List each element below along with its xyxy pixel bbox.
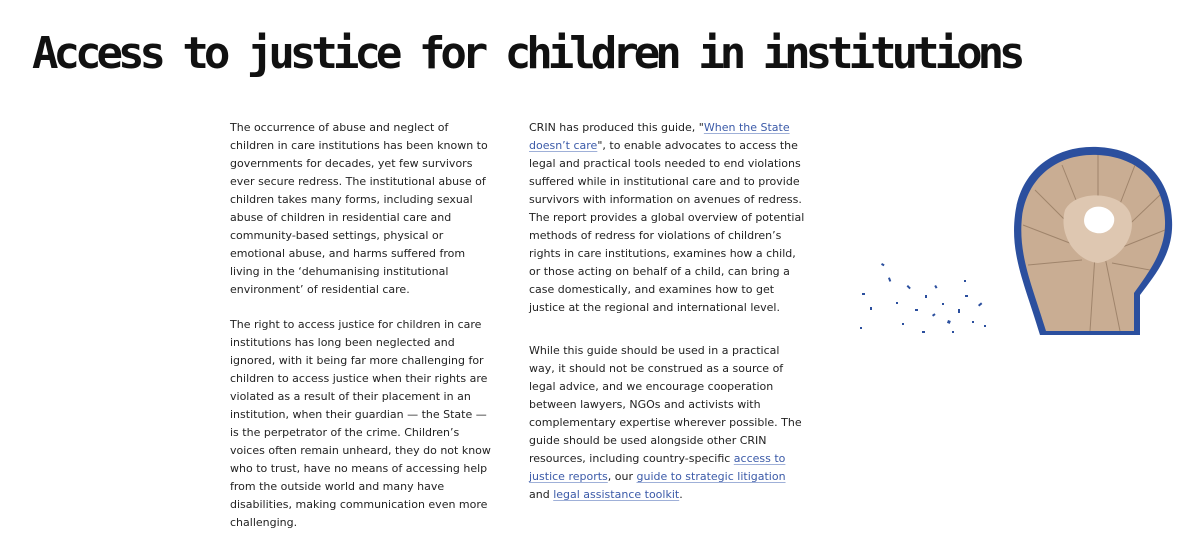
- intro-paragraph: The occurrence of abuse and neglect of children in care institutions has been known to governments for decades, yet few survivors ever secure redress. The institutional abuse of children takes many forms, including sexual abuse of children in residential care and community-based settings, physical or emotional abuse, and harms suffered from living in the ‘dehumanising institutional environment’ of residential care.: [230, 121, 488, 296]
- usage-text-4: .: [679, 488, 683, 501]
- when-the-state-doesnt-care-link[interactable]: When the State doesn’t care: [529, 121, 790, 152]
- shavings-head-shape: [1014, 147, 1172, 335]
- page-title: Access to justice for children in institutions: [32, 28, 1021, 79]
- guide-text-after-link: ", to enable advocates to access the legal and practical tools needed to end violations suffered while in institutional care and to provide survivors with information on avenues of redress. The report provides a global overview of potential methods of redress for violations of children’s rights in care institutions, examines how a child, or those acting on behalf of a child, can bring a case domestically, and examines how to get justice at the regional and international level.: [529, 139, 805, 314]
- scattered-shaving-specks: [860, 263, 986, 333]
- guide-description-paragraph: [529, 119, 805, 317]
- guide-text-before-link: CRIN has produced this guide, ": [529, 121, 704, 134]
- access-justice-paragraph: The right to access justice for children in care institutions has long been neglected and ignored, with it being far more challenging for children to access justice when their rights are violated as a result of their placement in an institution, when their guardian — the State — is the perpetrator of the crime. Children’s voices often remain unheard, they do not know who to trust, have no means of accessing help from the outside world and many have disabilities, making communication even more challenging.: [230, 318, 491, 529]
- usage-text-1: While this guide should be used in a practical way, it should not be construed as a source of legal advice, and we encourage cooperation between lawyers, NGOs and activists with complementary expertise wherever possible. The guide should be used alongside other CRIN resources, including country-specific: [529, 344, 802, 465]
- usage-text-3: and: [529, 488, 554, 501]
- legal-assistance-toolkit-link[interactable]: legal assistance toolkit: [553, 488, 680, 501]
- guide-to-strategic-litigation-link[interactable]: guide to strategic litigation: [636, 470, 786, 483]
- usage-text-2: , our: [607, 470, 637, 483]
- pencil-shavings-head-illustration: [840, 135, 1190, 345]
- access-to-justice-reports-link[interactable]: access to justice reports: [529, 452, 786, 483]
- usage-guidance-paragraph: [529, 342, 805, 504]
